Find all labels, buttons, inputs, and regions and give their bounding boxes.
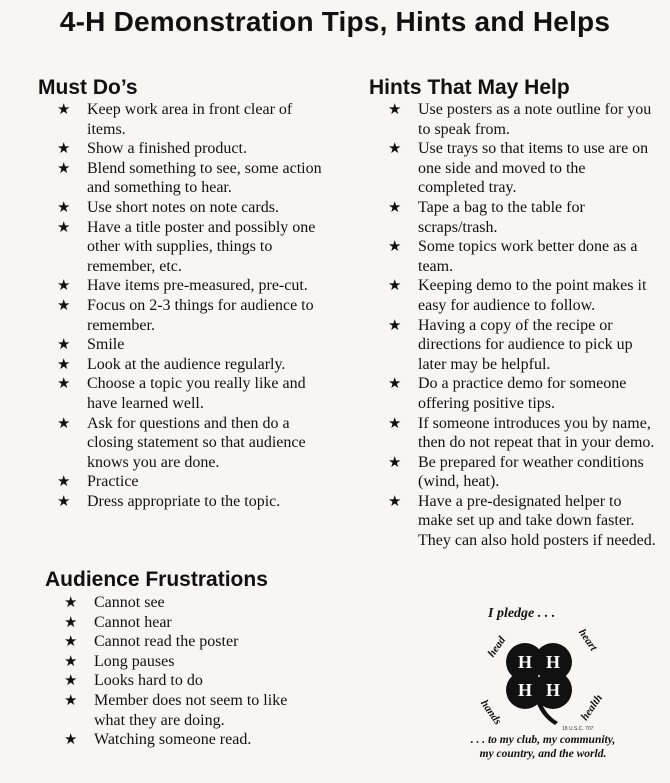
star-bullet-icon: ★ [57, 139, 71, 158]
usc-text: 18 U.S.C. 707 [562, 726, 594, 732]
list-item-text: Dress appropriate to the topic. [87, 492, 281, 510]
star-bullet-icon: ★ [388, 197, 402, 216]
list-item [57, 472, 327, 492]
star-bullet-icon: ★ [57, 354, 71, 373]
list-item [57, 276, 327, 296]
star-bullet-icon: ★ [64, 632, 78, 651]
star-bullet-icon: ★ [57, 276, 71, 295]
list-item-text: Use trays so that items to use are on one side and moved to the completed tray. [418, 140, 649, 197]
star-bullet-icon: ★ [388, 452, 402, 471]
list-item [388, 492, 656, 551]
star-bullet-icon: ★ [57, 197, 71, 216]
leaf-letter-tl: H [517, 652, 533, 672]
list-item [57, 100, 327, 139]
list-item [57, 414, 327, 473]
list-item [57, 198, 327, 218]
list-item-text: Cannot see [94, 594, 165, 611]
star-bullet-icon: ★ [64, 612, 78, 631]
list-item [57, 335, 327, 355]
list-item-text: Long pauses [94, 652, 175, 670]
list-item [64, 691, 314, 730]
list-item [57, 492, 327, 512]
list-item [388, 414, 656, 453]
hints-list [388, 100, 656, 551]
list-item-text: Have items pre-measured, pre-cut. [87, 277, 308, 295]
pledge-bottom-text [458, 733, 628, 761]
list-item-text: Have a title poster and possibly one other with supplies, things to remember, etc. [87, 218, 316, 275]
star-bullet-icon: ★ [57, 295, 71, 314]
list-item-text: Have a pre-designated helper to make set up and take down faster. They can also hold posters if needed. [418, 492, 656, 550]
must-dos-list [57, 100, 327, 511]
star-bullet-icon: ★ [388, 491, 402, 510]
list-item [57, 374, 327, 413]
leaf-word-head: head [485, 634, 509, 660]
star-bullet-icon: ★ [388, 276, 402, 295]
list-item [64, 632, 314, 652]
list-item-text: Be prepared for weather conditions (wind, heat). [418, 453, 644, 491]
list-item [57, 139, 327, 159]
list-item-text: Keep work area in front clear of items. [87, 101, 293, 138]
leaf-word-hands: hands [478, 697, 504, 728]
list-item-text: Practice [87, 473, 139, 491]
leaf-word-health: health [578, 692, 606, 723]
list-item-text: Do a practice demo for someone offering positive tips. [418, 375, 627, 412]
list-item-text: Blend something to see, some action and something to hear. [87, 159, 322, 197]
list-item [57, 296, 327, 335]
list-item-text: Tape a bag to the table for scraps/trash. [418, 198, 585, 236]
leaf-word-heart: heart [575, 626, 600, 654]
must-dos-heading: Must Do’s [38, 76, 138, 99]
list-item-text: Smile [87, 336, 125, 354]
list-item-text: Use short notes on note cards. [87, 198, 279, 216]
list-item [64, 730, 314, 750]
leaf-letter-bl: H [517, 680, 533, 700]
star-bullet-icon: ★ [64, 593, 78, 611]
star-bullet-icon: ★ [64, 671, 78, 690]
hints-heading: Hints That May Help [369, 76, 570, 99]
list-item-text: Cannot hear [94, 613, 172, 631]
star-bullet-icon: ★ [57, 100, 71, 118]
list-item-text: Having a copy of the recipe or directions for audience to pick up later may be helpful. [418, 316, 633, 373]
list-item-text: Look at the audience regularly. [87, 355, 286, 373]
list-item-text: Focus on 2-3 things for audience to remember. [87, 296, 314, 334]
star-bullet-icon: ★ [64, 690, 78, 709]
list-item [57, 218, 327, 277]
list-item [64, 613, 314, 633]
frustrations-list [64, 593, 314, 750]
list-item [388, 316, 656, 375]
star-bullet-icon: ★ [64, 730, 78, 749]
list-item [64, 671, 314, 691]
list-item [64, 652, 314, 672]
list-item-text: Looks hard to do [94, 672, 203, 690]
pledge-bottom-line2: my country, and the world. [479, 748, 607, 760]
star-bullet-icon: ★ [388, 139, 402, 158]
star-bullet-icon: ★ [388, 413, 402, 432]
star-bullet-icon: ★ [388, 374, 402, 393]
list-item-text: Keeping demo to the point makes it easy for audience to follow. [418, 277, 647, 314]
list-item-text: Use posters as a note outline for you to speak from. [418, 101, 652, 138]
list-item [388, 237, 656, 276]
pledge-bottom-line1: . . . to my club, my community, [470, 734, 616, 746]
star-bullet-icon: ★ [388, 100, 402, 118]
four-h-clover-emblem [478, 622, 608, 734]
list-item [388, 100, 656, 139]
star-bullet-icon: ★ [388, 315, 402, 334]
star-bullet-icon: ★ [57, 413, 71, 432]
leaf-letter-tr: H [545, 652, 561, 672]
leaf-letter-br: H [545, 680, 561, 700]
list-item [57, 159, 327, 198]
list-item [388, 198, 656, 237]
list-item [64, 593, 314, 613]
list-item-text: Watching someone read. [94, 731, 252, 749]
list-item [57, 355, 327, 375]
list-item-text: Cannot read the poster [94, 633, 239, 651]
list-item [388, 374, 656, 413]
star-bullet-icon: ★ [57, 335, 71, 354]
list-item [388, 276, 656, 315]
list-item-text: Some topics work better done as a team. [418, 238, 638, 275]
page-title: 4-H Demonstration Tips, Hints and Helps [59, 6, 611, 37]
list-item-text: Choose a topic you really like and have learned well. [87, 375, 306, 412]
star-bullet-icon: ★ [64, 651, 78, 670]
star-bullet-icon: ★ [57, 472, 71, 491]
list-item-text: If someone introduces you by name, then do not repeat that in your demo. [418, 414, 655, 452]
list-item-text: Show a finished product. [87, 140, 247, 158]
list-item [388, 139, 656, 198]
list-item-text: Ask for questions and then do a closing statement so that audience knows you are done. [87, 414, 306, 471]
star-bullet-icon: ★ [57, 158, 71, 177]
list-item [388, 453, 656, 492]
star-bullet-icon: ★ [57, 217, 71, 236]
pledge-top-text: I pledge . . . [488, 606, 556, 621]
star-bullet-icon: ★ [57, 491, 71, 510]
star-bullet-icon: ★ [388, 237, 402, 256]
list-item-text: Member does not seem to like what they are doing. [94, 691, 288, 729]
star-bullet-icon: ★ [57, 374, 71, 393]
frustrations-heading: Audience Frustrations [45, 568, 268, 591]
